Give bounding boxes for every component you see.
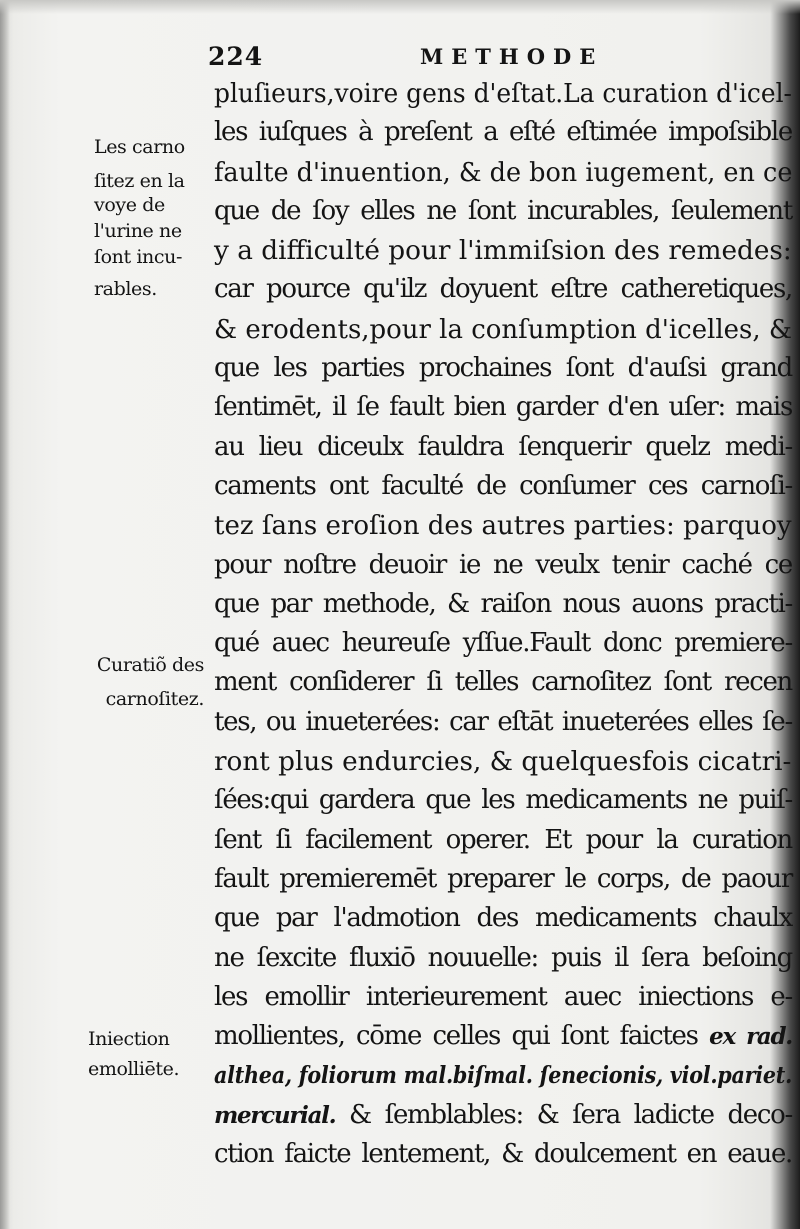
text-line: que de ſoy elles ne ſont incurables, ſeulement bbox=[214, 195, 792, 226]
text-line: ſent ſi facilement operer. Et pour la curation bbox=[214, 824, 792, 855]
text-line: caments ont faculté de conſumer ces carnoſi- bbox=[214, 470, 792, 501]
margin-note-line: carnoſitez. bbox=[105, 688, 204, 710]
margin-note-line: l'urine ne bbox=[94, 220, 182, 242]
margin-note-line: Iniection bbox=[88, 1028, 170, 1050]
body-text bbox=[214, 74, 792, 1174]
text-line-italic-latin: althea, foliorum mal.biſmal. ſenecionis, viol.pariet. bbox=[214, 1062, 793, 1090]
margin-note-curation bbox=[70, 652, 214, 712]
margin-note-line: voye de bbox=[94, 194, 165, 216]
text-line: tes, ou inueterées: car eſtāt inueterées elles ſe- bbox=[214, 706, 792, 737]
margin-note-line: emolliēte. bbox=[88, 1058, 180, 1080]
text-line: faulte d'inuention, & de bon iugement, en ce bbox=[214, 156, 793, 188]
text-line: ſées:qui gardera que les medicaments ne puiſ- bbox=[214, 785, 792, 816]
text-line bbox=[214, 1096, 792, 1135]
text-line-roman: mollientes, cōme celles qui ſont faictes bbox=[214, 1021, 698, 1052]
margin-note-line: Curatiõ des bbox=[96, 654, 204, 676]
margin-notes bbox=[0, 0, 214, 1229]
text-line-roman: & ſemblables: & ſera ladicte deco- bbox=[335, 1099, 792, 1130]
text-line: ne ſexcite fluxiō nouuelle: puis il ſera beſoing bbox=[214, 942, 792, 973]
text-line: fault premieremēt preparer le corps, de paour bbox=[214, 863, 792, 894]
text-line: & erodents,pour la conſumption d'icelles, & bbox=[214, 313, 793, 345]
text-line: y a difficulté pour l'immiſsion des remedes: bbox=[214, 235, 792, 267]
text-line: que par l'admotion des medicaments chaulx bbox=[214, 903, 792, 934]
text-line: ſentimēt, il ſe fault bien garder d'en uſer: mais bbox=[214, 392, 792, 423]
margin-note-line: ſitez en la bbox=[94, 170, 185, 192]
text-line-italic: mercurial. bbox=[214, 1101, 336, 1129]
text-line-italic: ex rad. bbox=[709, 1023, 792, 1051]
text-line: ment conſiderer ſi telles carnoſitez ſont recen bbox=[214, 667, 792, 698]
text-line: que les parties prochaines ſont d'auſsi grand bbox=[214, 353, 792, 384]
text-line: que par methode, & raiſon nous auons practi- bbox=[214, 588, 792, 619]
text-line: pluſieurs,voire gens d'eſtat.La curation d'icel- bbox=[214, 78, 792, 109]
margin-note-carnositez bbox=[94, 134, 214, 302]
page-number: 224 bbox=[208, 42, 264, 71]
margin-note-iniection bbox=[88, 1026, 208, 1082]
text-line bbox=[214, 1017, 792, 1056]
text-line: ction faicte lentement, & doulcement en eaue. bbox=[214, 1139, 792, 1170]
margin-note-line: Les carno bbox=[94, 136, 185, 158]
text-line: car pource qu'ilz doyuent eſtre catheretiques, bbox=[214, 274, 792, 305]
text-line: les emollir interieurement auec iniections e- bbox=[214, 981, 792, 1012]
running-head: METHODE bbox=[420, 44, 604, 69]
margin-note-line: rables. bbox=[94, 278, 157, 300]
text-line: tez ſans eroſion des autres parties: parquoy bbox=[214, 510, 792, 542]
margin-note-line: ſont incu- bbox=[94, 246, 182, 268]
text-line: au lieu diceulx fauldra ſenquerir quelz medi- bbox=[214, 431, 792, 462]
text-line: les iuſques à preſent a eſté eſtimée impoſsible bbox=[214, 117, 792, 148]
text-line: pour noſtre deuoir ie ne veulx tenir caché ce bbox=[214, 549, 792, 580]
text-line: qué auec heureuſe yſſue.Fault donc premiere- bbox=[214, 628, 792, 659]
text-line: ront plus endurcies, & quelquesfois cicatri- bbox=[214, 746, 792, 778]
